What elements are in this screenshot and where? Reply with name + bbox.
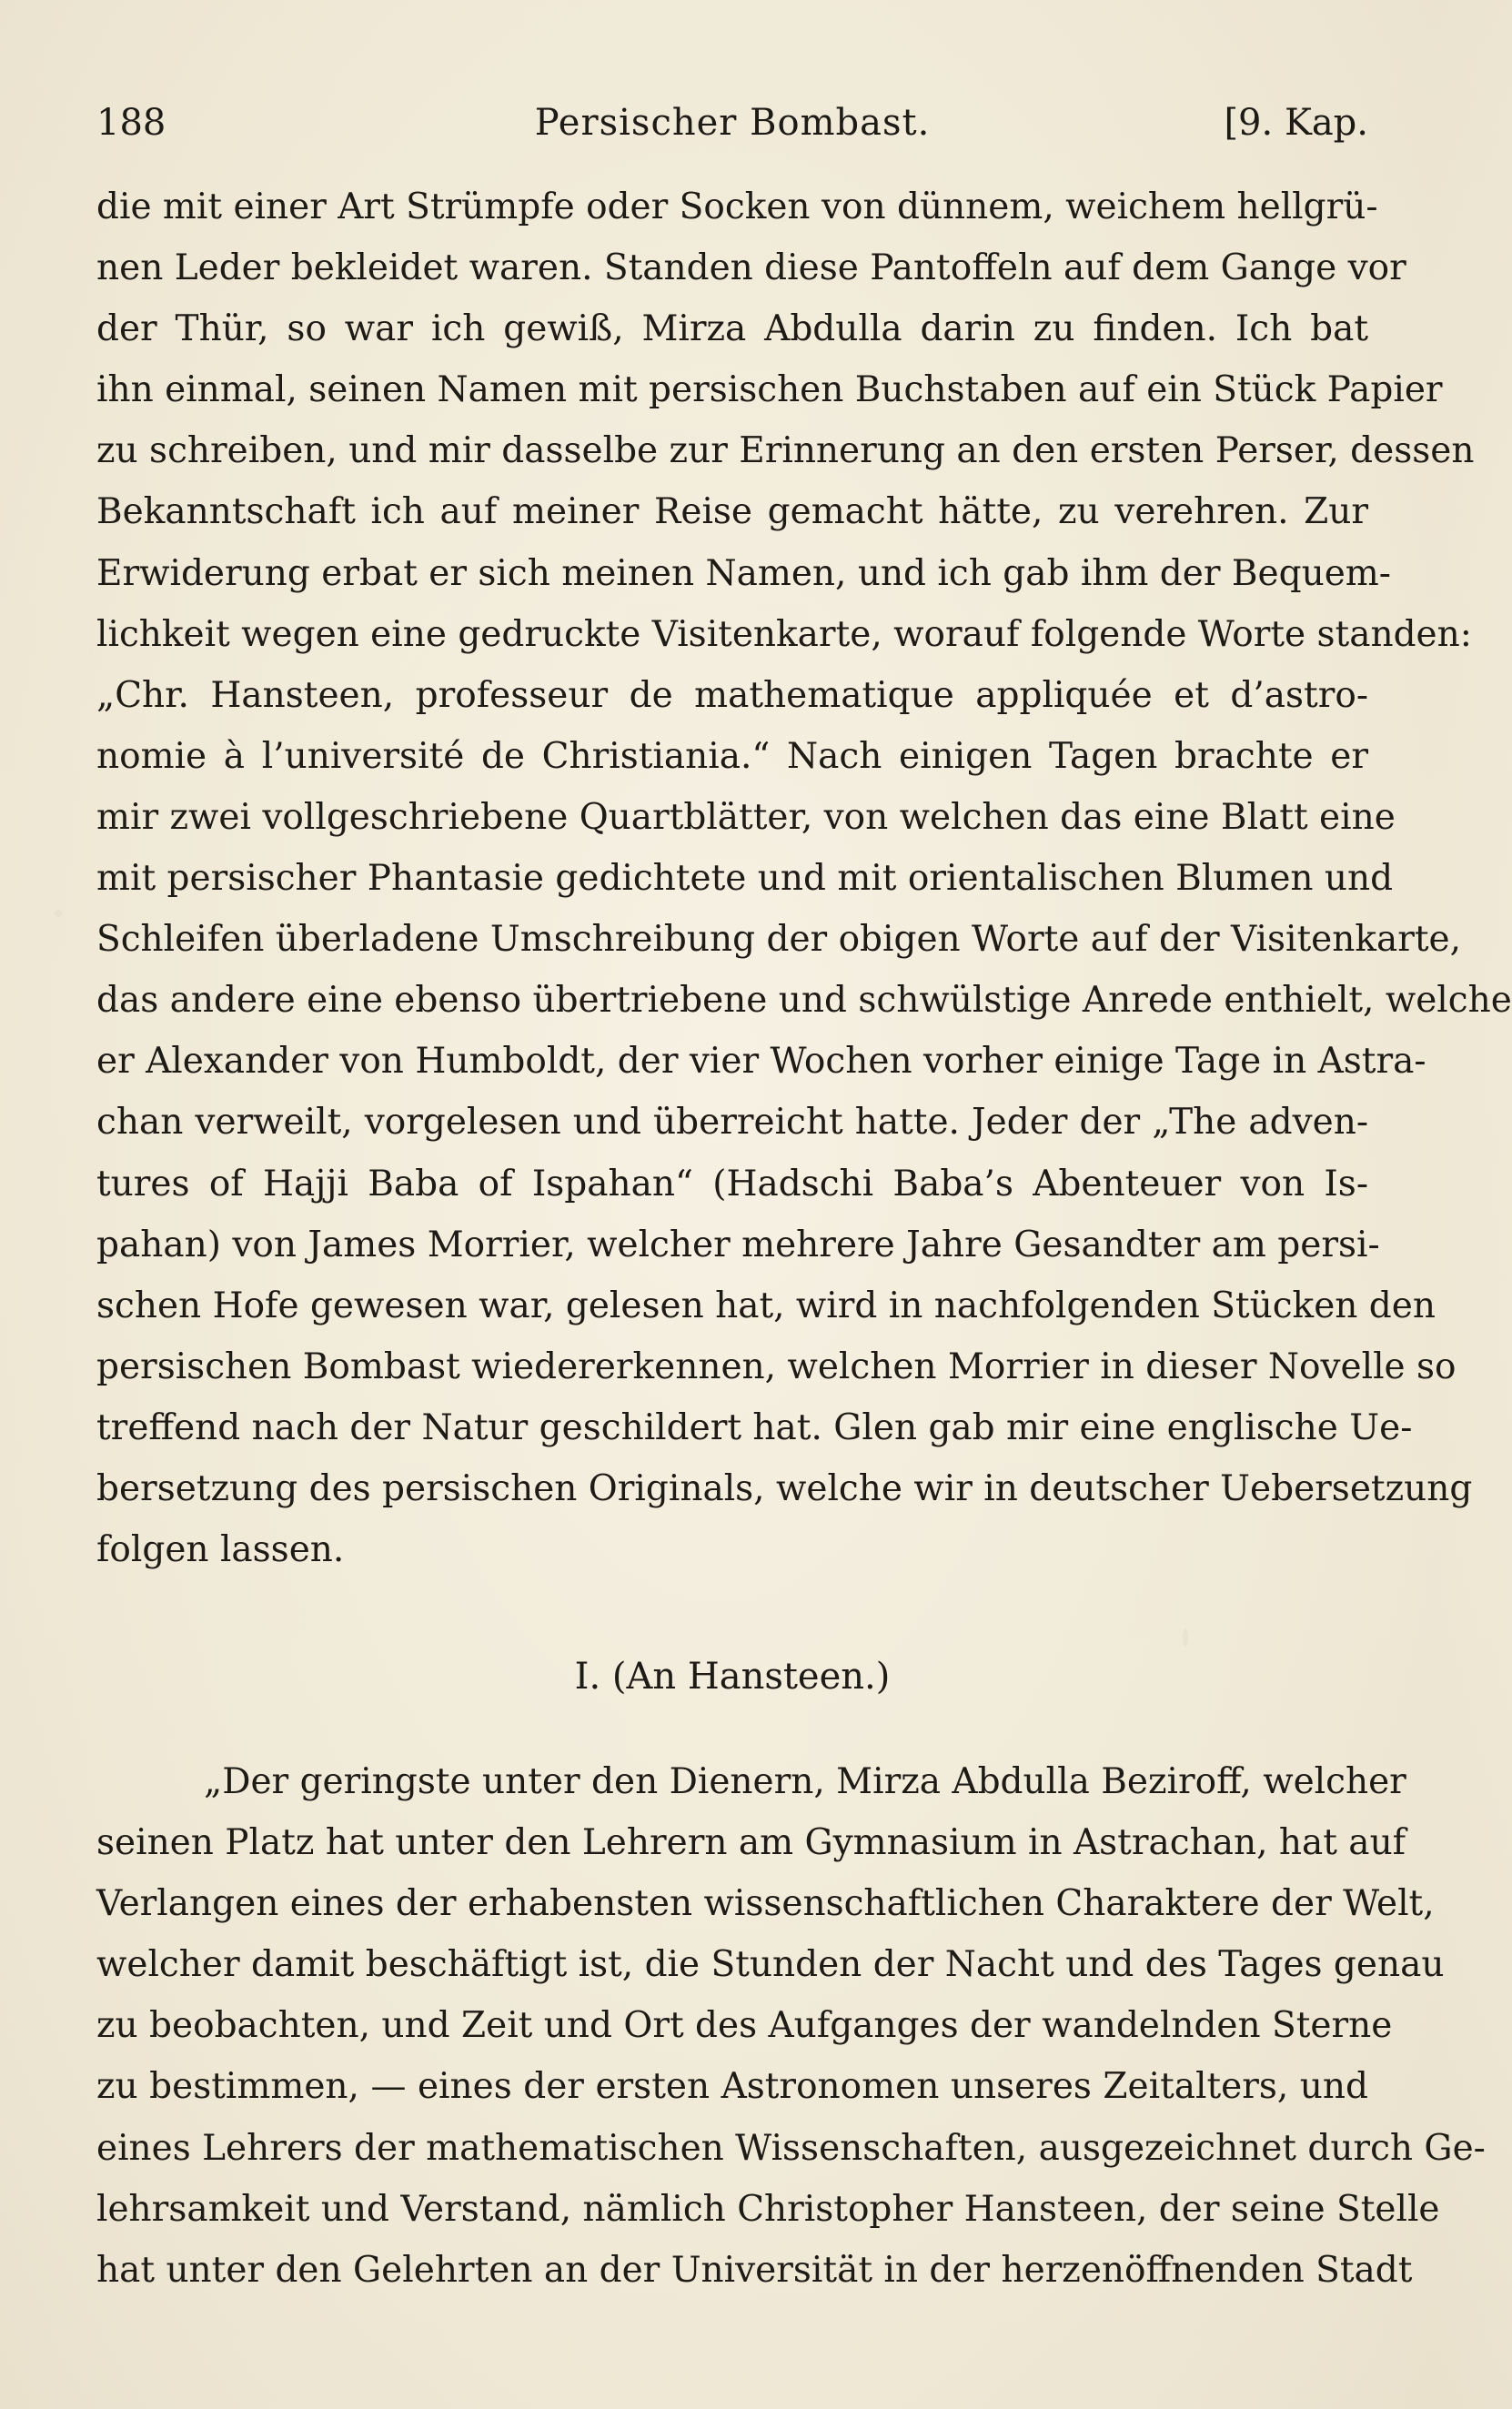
text-line: hat unter den Gelehrten an der Universität in der herzenöffnenden Stadt (96, 2249, 1413, 2291)
text-line: das andere eine ebenso übertriebene und schwülstige Anrede enthielt, welche (96, 980, 1512, 1022)
text-line: eines Lehrers der mathematischen Wissenschaften, ausgezeichnet durch Ge- (96, 2127, 1486, 2169)
main-paragraph (96, 176, 1512, 1580)
text-line: chan verweilt, vorgelesen und überreicht hatte. Jeder der „The adven- (96, 1102, 1368, 1144)
text-line: der Thür, so war ich gewiß, Mirza Abdulla darin zu finden. Ich bat (96, 308, 1368, 350)
page-number: 188 (96, 102, 166, 144)
text-line: er Alexander von Humboldt, der vier Wochen vorher einige Tage in Astra- (96, 1041, 1426, 1083)
page-stain (1183, 1628, 1188, 1647)
text-line: bersetzung des persischen Originals, welche wir in deutscher Uebersetzung (96, 1467, 1473, 1509)
text-line: „Der geringste unter den Dienern, Mirza Abdulla Beziroff, welcher (204, 1761, 1406, 1802)
text-line: mit persischer Phantasie gedichtete und mit orientalischen Blumen und (96, 858, 1394, 900)
text-line: lehrsamkeit und Verstand, nämlich Christopher Hansteen, der seine Stelle (96, 2188, 1440, 2230)
running-title: Persischer Bombast. (534, 102, 931, 144)
text-line: Verlangen eines der erhabensten wissenschaftlichen Charaktere der Welt, (96, 1883, 1435, 1925)
text-line: ihn einmal, seinen Namen mit persischen Buchstaben auf ein Stück Papier (96, 369, 1443, 411)
text-line: Bekanntschaft ich auf meiner Reise gemacht hätte, zu verehren. Zur (96, 491, 1368, 533)
text-line: nomie à l’université de Christiania.“ Nach einigen Tagen brachte er (96, 735, 1368, 777)
page-stain (55, 910, 62, 917)
chapter-marker: [9. Kap. (1224, 102, 1368, 144)
text-line: mir zwei vollgeschriebene Quartblätter, von welchen das eine Blatt eine (96, 796, 1396, 838)
text-line: folgen lassen. (96, 1529, 345, 1571)
text-line: pahan) von James Morrier, welcher mehrere Jahre Gesandter am persi- (96, 1224, 1380, 1265)
text-line: zu bestimmen, — eines der ersten Astronomen unseres Zeitalters, und (96, 2066, 1368, 2108)
text-line: zu beobachten, und Zeit und Ort des Aufganges der wandelnden Sterne (96, 2005, 1393, 2047)
text-line: Schleifen überladene Umschreibung der obigen Worte auf der Visitenkarte, (96, 919, 1462, 961)
text-line: Erwiderung erbat er sich meinen Namen, und ich gab ihm der Bequem- (96, 552, 1391, 594)
text-line: treffend nach der Natur geschildert hat. Glen gab mir eine englische Ue- (96, 1406, 1413, 1448)
text-line: nen Leder bekleidet waren. Standen diese Pantoffeln auf dem Gange vor (96, 247, 1406, 289)
text-line: lichkeit wegen eine gedruckte Visitenkarte, worauf folgende Worte standen: (96, 613, 1472, 655)
text-line: welcher damit beschäftigt ist, die Stunden der Nacht und des Tages genau (96, 1944, 1445, 1986)
text-line: schen Hofe gewesen war, gelesen hat, wird in nachfolgenden Stücken den (96, 1285, 1436, 1326)
text-line: tures of Hajji Baba of Ispahan“ (Hadschi Baba’s Abenteuer von Is- (96, 1163, 1368, 1204)
running-header (96, 91, 1368, 155)
text-line: seinen Platz hat unter den Lehrern am Gymnasium in Astrachan, hat auf (96, 1822, 1406, 1864)
text-line: „Chr. Hansteen, professeur de mathematique appliquée et d’astro- (96, 674, 1368, 716)
quoted-letter (96, 1751, 1486, 2301)
section-heading: I. (An Hansteen.) (574, 1656, 891, 1698)
text-line: persischen Bombast wiedererkennen, welchen Morrier in dieser Novelle so (96, 1346, 1457, 1387)
text-line: die mit einer Art Strümpfe oder Socken von dünnem, weichem hellgrü- (96, 186, 1378, 227)
text-line: zu schreiben, und mir dasselbe zur Erinnerung an den ersten Perser, dessen (96, 430, 1475, 472)
